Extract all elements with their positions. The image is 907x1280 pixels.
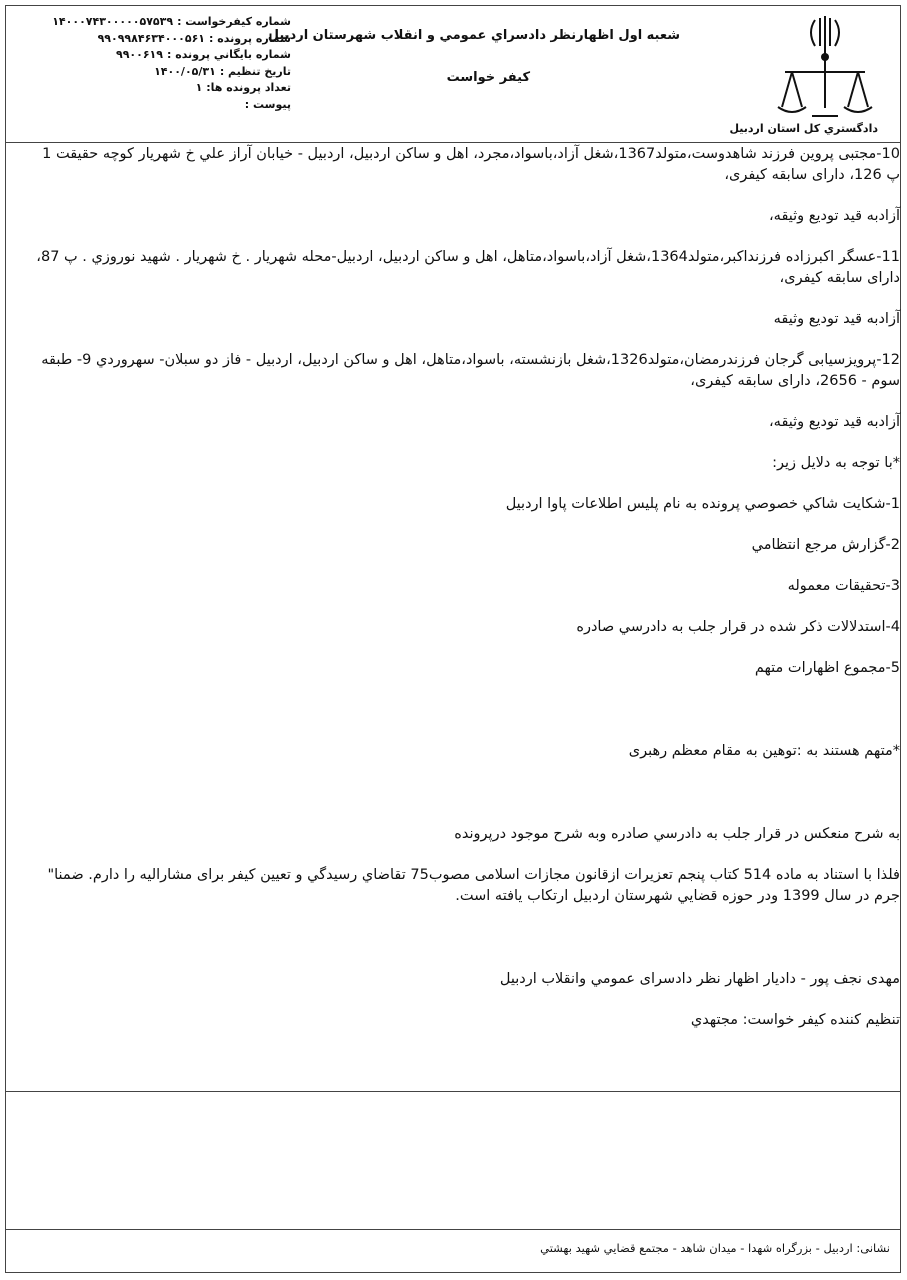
meta-row — [31, 47, 291, 64]
body-paragraph: 10-مجتبی پروین فرزند شاهدوست،متولد1367،شغل آزاد،باسواد،مجرد، اهل و ساکن اردبیل، اردبیل - خیابان آراز علي خ شهریار کوچه حقیقت 1 پ 126، دارای سابقه کیفری، — [42, 146, 900, 183]
document-body — [24, 144, 900, 1031]
organization-title: شعبه اول اظهارنظر دادسراي عمومي و انقلاب شهرستان اردبيل — [267, 28, 680, 43]
body-paragraph: به شرح منعکس در قرار جلب به دادرسي صادره وبه شرح موجود درپرونده — [454, 826, 900, 842]
blank-section — [6, 1091, 900, 1230]
court-caption: دادگستري کل استان اردبيل — [729, 122, 878, 135]
meta-row — [31, 14, 291, 31]
body-paragraph: *متهم هستند به :توهین به مقام معظم رهبری — [628, 743, 900, 759]
document-type-title: کيفر خواست — [446, 70, 530, 85]
meta-label: تاريخ تنظيم : — [219, 64, 291, 78]
meta-value: ۱۴۰۰۰۷۴۳۰۰۰۰۰۵۷۵۳۹ — [52, 15, 174, 28]
meta-label: شماره کيفرخواست : — [177, 15, 291, 28]
meta-value: ۱ — [195, 81, 203, 94]
meta-label: شماره بايگاني پرونده : — [166, 48, 291, 61]
body-paragraph: 4-استدلالات ذکر شده در قرار جلب به دادرسي صادره — [576, 619, 900, 635]
body-paragraph: آزادبه قید تودیع وثیقه، — [768, 414, 900, 430]
meta-value: ۹۹۰۰۶۱۹ — [115, 48, 163, 61]
meta-row — [31, 64, 291, 81]
body-paragraph: 11-عسگر اکبرزاده فرزنداکبر،متولد1364،شغل آزاد،باسواد،متاهل، اهل و ساکن اردبیل، اردبیل-محله شهریار . خ شهریار . شهید نوروزي . پ 87، دارای سابقه کیفری، — [36, 249, 900, 286]
body-paragraph: مهدی نجف پور - دادیار اظهار نظر دادسرای عمومي وانقلاب اردبیل — [499, 971, 900, 987]
meta-value: ۹۹۰۹۹۸۴۶۳۴۰۰۰۵۶۱ — [97, 31, 205, 45]
footer-address: نشانی: اردبیل - بزرگراه شهدا - میدان شاهد - مجتمع قضايي شهید بهشتي — [540, 1241, 890, 1255]
meta-row — [31, 80, 291, 97]
emblem-scales-of-justice-icon — [770, 12, 880, 122]
meta-label: پيوست : — [244, 97, 291, 111]
body-paragraph: فلذا با استناد به ماده 514 کتاب پنجم تعزیرات ازقانون مجازات اسلامی مصوب75 تقاضاي رسیدگي و تعیین کیفر برای مشارالیه را دارم. ضمنا" جرم در سال 1399 ودر حوزه قضایي شهرستان اردبیل ارتکاب یافته است. — [47, 867, 900, 904]
document-frame — [5, 5, 901, 1273]
body-paragraph: 1-شکایت شاکي خصوصي پرونده به نام پلیس اطلاعات پاوا اردبیل — [505, 496, 900, 512]
meta-row — [31, 97, 291, 114]
document-meta — [31, 14, 291, 113]
body-paragraph: آزادبه قید تودیع وثیقه — [773, 311, 900, 327]
meta-label: شماره پرونده : — [209, 31, 291, 45]
meta-label: تعداد پرونده ها: — [206, 81, 291, 94]
body-paragraph: 2-گزارش مرجع انتظامي — [751, 537, 900, 553]
body-paragraph: 3-تحقیقات معموله — [787, 578, 900, 594]
meta-value: ۱۴۰۰/۰۵/۳۱ — [154, 64, 216, 78]
body-paragraph: 12-پرویزسیابی گرجان فرزندرمضان،متولد1326،شغل بازنشسته، باسواد،متاهل، اهل و ساکن اردبیل، اردبیل - فاز دو سبلان- سهروردي 9- طبقه سوم - 2656، دارای سابقه کیفری، — [41, 352, 900, 389]
meta-row — [31, 31, 291, 48]
document-header — [6, 6, 900, 143]
body-paragraph: تنظیم کننده کیفر خواست: مجتهدي — [690, 1012, 900, 1028]
body-paragraph: 5-مجموع اظهارات متهم — [754, 660, 900, 676]
body-paragraph: آزادبه قید تودیع وثیقه، — [768, 208, 900, 224]
body-paragraph: *با توجه به دلایل زیر: — [772, 455, 900, 471]
